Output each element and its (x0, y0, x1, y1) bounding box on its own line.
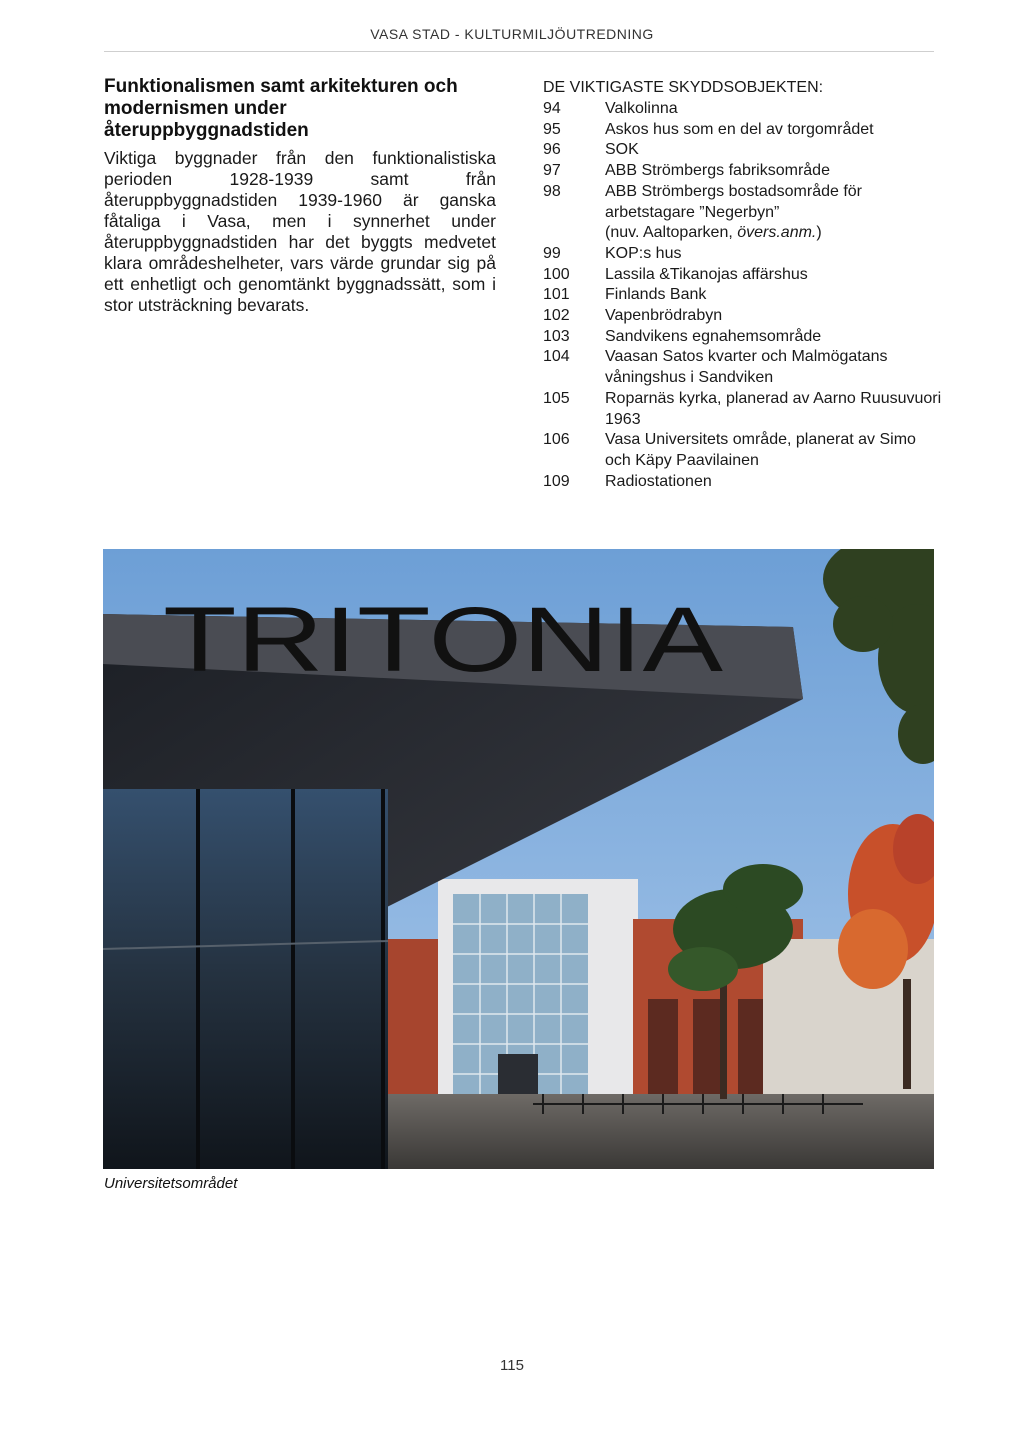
item-number: 97 (543, 162, 561, 180)
brick-windows (648, 999, 768, 1094)
item-number: 101 (543, 286, 570, 304)
item-name: KOP:s hus (605, 244, 682, 262)
list-item (543, 347, 943, 388)
item-number: 98 (543, 182, 561, 200)
photo-caption: Universitetsområdet (104, 1175, 238, 1192)
protected-objects-section (543, 78, 943, 492)
item-number: 104 (543, 348, 570, 366)
item-name: Sandvikens egnahemsområde (605, 327, 822, 345)
list-item (543, 430, 943, 471)
list-item (543, 285, 943, 306)
list-item (543, 140, 943, 161)
item-name: Vapenbrödrabyn (605, 307, 723, 325)
item-number: 94 (543, 100, 561, 117)
item-name: Askos hus som en del av torgområdet (605, 120, 874, 138)
protected-objects-list (543, 99, 943, 492)
list-item (543, 327, 943, 348)
university-photo (103, 549, 934, 1169)
list-item (543, 306, 943, 327)
protected-objects-heading: DE VIKTIGASTE SKYDDSOBJEKTEN: (543, 79, 824, 96)
photo-illustration (103, 549, 934, 1169)
item-name: Radiostationen (605, 472, 712, 490)
header-divider (104, 51, 934, 52)
item-number: 100 (543, 265, 570, 283)
item-number: 109 (543, 472, 570, 490)
list-item (543, 265, 943, 286)
item-name: Valkolinna (605, 100, 678, 117)
intro-section (104, 76, 496, 316)
item-name: Vasa Universitets område, planerat av Simo och Käpy Paavilainen (605, 431, 916, 469)
intro-paragraph: Viktiga byggnader från den funktionalistiska perioden 1928-1939 samt från återuppbyggnadstiden 1939-1960 är ganska fåtaliga i Vasa, men i synnerhet under återuppbyggnadstiden har det byggts medvetet klara områdeshelheter, vars värde grundar sig på ett enhetligt och genomtänkt byggnadssätt, som i stor utsträckning bevarats. (104, 148, 496, 315)
glass-wall (103, 789, 388, 1169)
item-name: Vaasan Satos kvarter och Malmögatans våningshus i Sandviken (605, 348, 888, 387)
item-name: SOK (605, 141, 639, 159)
item-note-suffix: ) (816, 224, 822, 242)
item-number: 106 (543, 431, 570, 449)
list-item (543, 244, 943, 265)
item-number: 99 (543, 244, 561, 262)
list-item (543, 389, 943, 430)
list-item (543, 120, 943, 141)
list-item (543, 161, 943, 182)
item-name: ABB Strömbergs fabriksområde (605, 162, 830, 180)
plaza-ground (373, 1094, 934, 1169)
tritonia-sign: TRITONIA (163, 589, 724, 691)
item-note-italic: övers.anm. (737, 224, 817, 242)
item-name-text: ABB Strömbergs bostadsområde för arbetstagare ”Negerbyn” (605, 182, 863, 221)
item-number: 96 (543, 141, 561, 159)
item-name (605, 182, 943, 244)
section-title: Funktionalismen samt arkitekturen och modernismen under återuppbyggnadstiden (104, 76, 458, 141)
item-name: Roparnäs kyrka, planerad av Aarno Ruusuvuori 1963 (605, 389, 942, 428)
item-number: 103 (543, 327, 570, 345)
list-item (543, 182, 943, 244)
item-name: Lassila &Tikanojas affärshus (605, 265, 808, 283)
item-number: 102 (543, 307, 570, 325)
running-header: VASA STAD - KULTURMILJÖUTREDNING (370, 26, 654, 42)
list-item (543, 99, 943, 120)
item-name: Finlands Bank (605, 286, 707, 304)
item-number: 95 (543, 120, 561, 138)
item-note-prefix: (nuv. Aaltoparken, (605, 224, 738, 242)
page-number: 115 (500, 1357, 524, 1374)
list-item (543, 472, 943, 493)
item-number: 105 (543, 389, 570, 407)
